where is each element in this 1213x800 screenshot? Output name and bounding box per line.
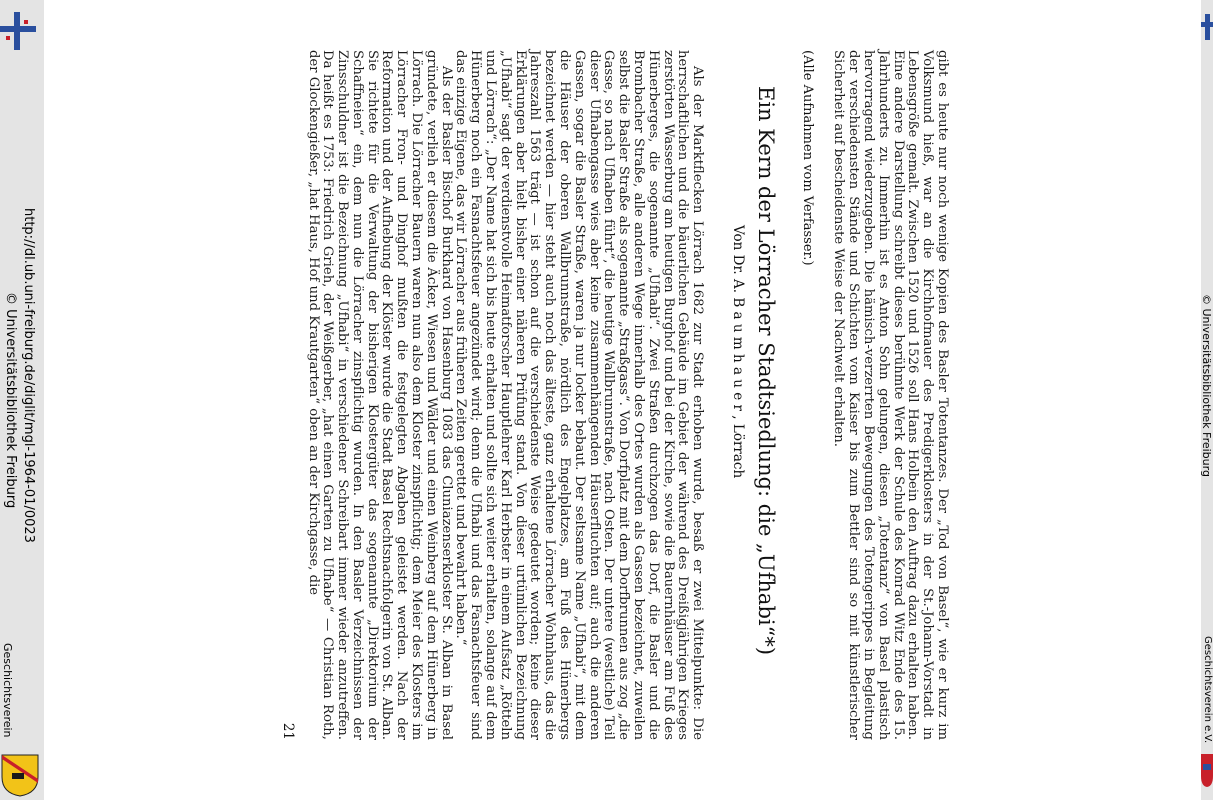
copyright-notice-right: © Universitätsbibliothek Freiburg bbox=[1200, 294, 1213, 477]
article-byline: Von Dr. A. B a u m h a u e r , Lörrach bbox=[730, 225, 747, 479]
society-label-right: Geschichtsverein e.V. bbox=[1202, 636, 1213, 744]
body-paragraph: Als der Basler Bischof Burkhard von Hasenburg 1083 das Cluniazenserkloster St. Alban in Basel gründete, verlieh er diesem die Äcker, Wiesen und Wälder und einen Weinberg auf dem Hünerberg in Lörrach. Die Lörracher Bauern waren nun also dem Kloster zinspflichtig; dem Meier des Klosters im Lörracher Fron- und Dinghof mußten die festgelegten Abgaben geleistet werden. Nach der Reformation und der Aufhebung der Klöster wurde die Stadt Basel Rechtsnachfolgerin von St. Alban. Sie richtete für die Verwaltung der bisherigen Klostergüter das sogenannte „Direktorium der Schaffneien“ ein, dem nun die Lörracher zinspflichtig wurden. In den Basler Verzeichnissen der Zinsschuldner ist die Bezeichnung „Ufhabi“ in verschiedener Schreibart immer wieder anzutreffen. Da heißt es 1753: Friedrich Grieh, der Weißgerber, „hat einen Garten zu Ufhabe“ — Christian Roth, der Glockengießer, „hat Haus, Hof und Krautgarten“ oben an der Kirchgasse, die bbox=[305, 50, 454, 740]
copyright-notice: © Universitätsbibliothek Freiburg bbox=[3, 292, 18, 509]
coat-of-arms-icon bbox=[0, 753, 40, 797]
article-title: Ein Kern der Lörracher Stadtsiedlung: die „Ufhabi“*) bbox=[753, 86, 778, 656]
article-body bbox=[305, 50, 705, 740]
document-page bbox=[44, 0, 1201, 800]
photo-credit-caption: (Alle Aufnahmen vom Verfasser.) bbox=[799, 50, 815, 266]
page-rotated-content bbox=[280, 50, 949, 740]
society-rotated-block bbox=[1, 643, 14, 738]
url-rotated-block bbox=[21, 208, 36, 543]
society-right-rotated-block bbox=[1202, 636, 1213, 743]
copyright-rotated-block bbox=[3, 292, 18, 508]
ub-freiburg-logo-icon bbox=[0, 12, 36, 50]
page-number: 21 bbox=[279, 722, 296, 740]
copyright-right-rotated-block bbox=[1200, 294, 1213, 477]
ub-freiburg-logo-right-icon bbox=[1201, 14, 1213, 40]
body-paragraph: Als der Marktflecken Lörrach 1682 zur Stadt erhoben wurde, besaß er zwei Mittelpunkte: Die herrschaftlichen und die bäuerlichen Gebäude im Gebiet der während des Dreißigjährigen Krieges zerstörten Wasserburg am heutigen Burghof und bei der Kirche, sowie die Bauernhäuser am Fuß des Hünerberges, die sogenannte „Ufhabi“. Zwei Straßen durchzogen das Dorf, die Basler und die Brombacher Straße, alle anderen Wege innerhalb des Ortes wurden als Gassen bezeichnet, zuweilen selbst die Basler Straße als sogenannte „Straßgass“. Von Dorfplatz mit dem Dorfbrunnen aus zog „die Gasse, so nach Ufhaben führt“, die heutige Wallbrunnstraße, nach Osten. Der untere (westliche) Teil dieser Ufhabengasse wies aber keine zusammenhängenden Häuserfluchten auf; auch die anderen Gassen, sogar die Basler Straße, waren ja nur locker bebaut. Der seltsame Name „Ufhabi“, mit dem die Häuser der oberen Wallbrunnstraße, nördlich des Engelplatzes, am Fuß des Hünerbergs bezeichnet werden — hier steht auch noch das älteste, ganz erhaltene Lörracher Wohnhaus, das die Jahreszahl 1563 trägt — ist schon auf die verschiedenste Weise gedeutet worden; keine dieser Erklärungen aber hielt bisher einer näheren Prüfung stand. Von dieser urtümlichen Bezeichnung „Ufhabi“ sagt der verdienstvolle Heimatforscher Hauptlehrer Karl Herbster in einem Aufsatz „Rötteln und Lörrach“: „Der Name hat sich bis heute erhalten und sollte sich weiter erhalten, solange auf dem Hünerberg noch ein Fasnachtsfeuer angezündet wird; denn die Ufhabi und das Fasnachtsfeuer sind das einzige Eigene, das wir Lörracher aus früheren Zeiten gerettet und bewahrt haben.“ bbox=[453, 50, 706, 740]
society-label: Geschichtsverein bbox=[1, 643, 14, 738]
document-url[interactable]: http://dl.ub.uni-freiburg.de/diglit/mgl-1964-01/0023 bbox=[21, 208, 36, 543]
coat-of-arms-right-icon bbox=[1201, 752, 1213, 788]
right-viewer-strip bbox=[1201, 0, 1213, 800]
document-text-column bbox=[280, 50, 949, 740]
continuation-paragraph: gibt es heute nur noch wenige Kopien des Basler Totentanzes. Der „Tod von Basel“, wie er kurz im Volksmund hieß, war an die Kirchhofmauer des Predigerklosters in der St.-Johann-Vorstadt in Lebensgröße gemalt. Zwischen 1520 und 1526 soll Hans Holbein den Auftrag dazu erhalten haben. Eine andere Darstellung schreibt dieses berühmte Werk der Schule des Konrad Witz Ende des 15. Jahrhunderts zu. Immerhin ist es Anton Sohn gelungen, diesen „Totentanz“ von Basel plastisch hervorragend wiederzugeben. Die hämisch-verzerrten Bewegungen des Totengerippes in Begleitung der verschiedensten Stände und Schichten vom Kaiser bis zum Bettler sind so mit künstlerischer Sicherheit auf bescheidenste Weise der Nachwelt erhalten. bbox=[831, 50, 950, 740]
left-viewer-strip bbox=[0, 0, 44, 800]
